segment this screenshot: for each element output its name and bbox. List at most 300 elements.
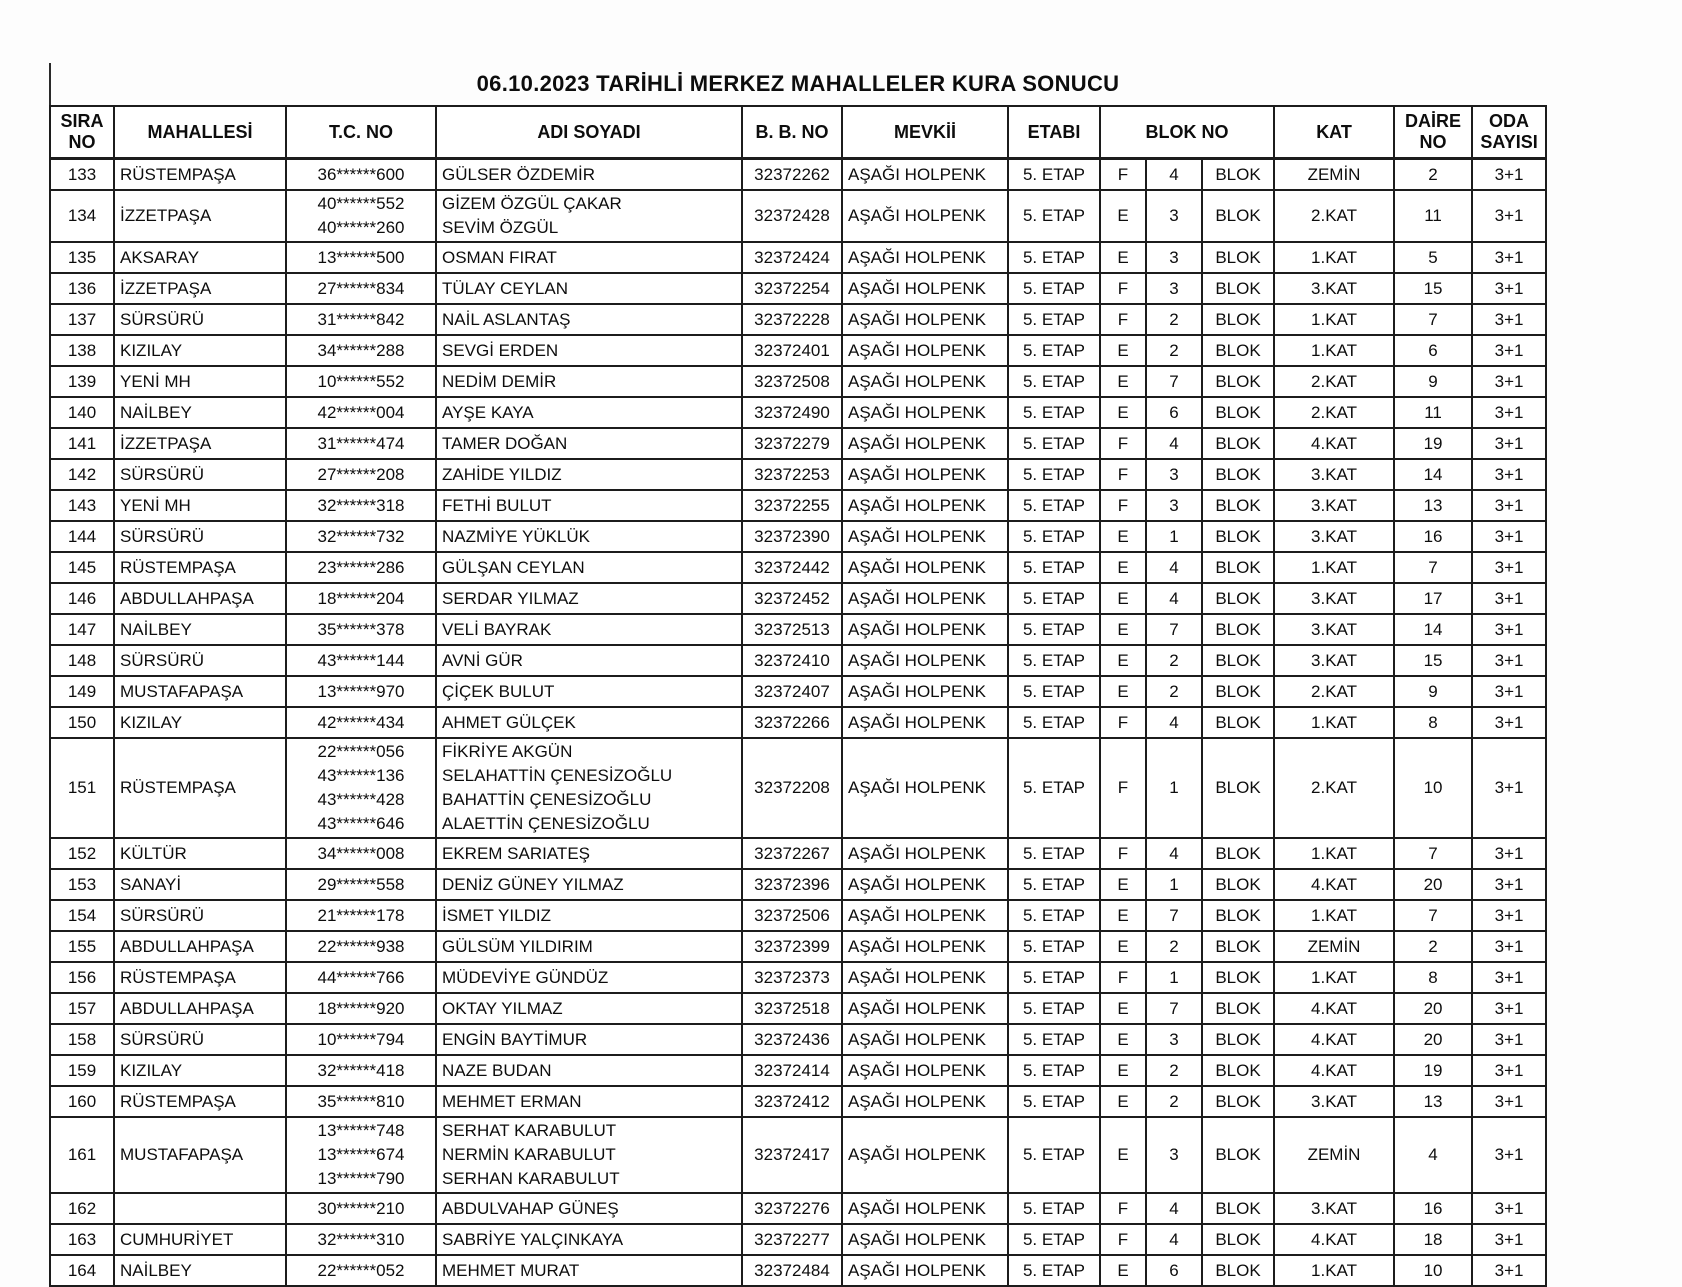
cell-blok-letter: E	[1100, 366, 1146, 397]
cell-kat: 1.KAT	[1274, 304, 1394, 335]
cell-daire-no: 18	[1394, 1224, 1472, 1255]
cell-mahallesi: RÜSTEMPAŞA	[114, 738, 286, 838]
cell-adi-soyadi: FETHİ BULUT	[436, 490, 742, 521]
cell-adi-soyadi: GİZEM ÖZGÜL ÇAKAR SEVİM ÖZGÜL	[436, 190, 742, 242]
header-tc-no: T.C. NO	[286, 106, 436, 159]
cell-daire-no: 13	[1394, 1086, 1472, 1117]
table-row	[50, 1224, 1546, 1255]
cell-mevkii: AŞAĞI HOLPENK	[842, 552, 1008, 583]
header-daire-no: DAİRE NO	[1394, 106, 1472, 159]
cell-etabi: 5. ETAP	[1008, 1024, 1100, 1055]
cell-oda-sayisi: 3+1	[1472, 190, 1546, 242]
cell-sira-no: 143	[50, 490, 114, 521]
cell-oda-sayisi: 3+1	[1472, 645, 1546, 676]
cell-etabi: 5. ETAP	[1008, 459, 1100, 490]
cell-etabi: 5. ETAP	[1008, 962, 1100, 993]
cell-blok-letter: F	[1100, 1193, 1146, 1224]
cell-etabi: 5. ETAP	[1008, 490, 1100, 521]
cell-tc-no: 23******286	[286, 552, 436, 583]
cell-blok-letter: F	[1100, 1224, 1146, 1255]
cell-blok-no: 4	[1146, 707, 1202, 738]
cell-bb-no: 32372428	[742, 190, 842, 242]
cell-tc-no: 21******178	[286, 900, 436, 931]
table-row	[50, 738, 1546, 838]
cell-mevkii: AŞAĞI HOLPENK	[842, 645, 1008, 676]
cell-oda-sayisi: 3+1	[1472, 1117, 1546, 1193]
cell-blok-letter: E	[1100, 1086, 1146, 1117]
cell-mahallesi: RÜSTEMPAŞA	[114, 552, 286, 583]
cell-etabi: 5. ETAP	[1008, 1055, 1100, 1086]
cell-bb-no: 32372513	[742, 614, 842, 645]
cell-daire-no: 13	[1394, 490, 1472, 521]
cell-blok-word: BLOK	[1202, 397, 1274, 428]
kura-result-table	[49, 105, 1547, 1287]
title-band	[49, 63, 1545, 105]
cell-bb-no: 32372262	[742, 159, 842, 191]
cell-bb-no: 32372208	[742, 738, 842, 838]
cell-mahallesi: KIZILAY	[114, 1055, 286, 1086]
header-row	[50, 106, 1546, 159]
cell-tc-no: 35******810	[286, 1086, 436, 1117]
cell-sira-no: 134	[50, 190, 114, 242]
cell-oda-sayisi: 3+1	[1472, 1193, 1546, 1224]
cell-oda-sayisi: 3+1	[1472, 931, 1546, 962]
cell-blok-letter: E	[1100, 521, 1146, 552]
cell-blok-letter: E	[1100, 676, 1146, 707]
cell-blok-letter: E	[1100, 1055, 1146, 1086]
cell-mevkii: AŞAĞI HOLPENK	[842, 583, 1008, 614]
cell-sira-no: 163	[50, 1224, 114, 1255]
table-row	[50, 366, 1546, 397]
cell-blok-no: 7	[1146, 366, 1202, 397]
cell-tc-no: 31******842	[286, 304, 436, 335]
cell-bb-no: 32372414	[742, 1055, 842, 1086]
cell-kat: 3.KAT	[1274, 1086, 1394, 1117]
cell-sira-no: 146	[50, 583, 114, 614]
cell-kat: 3.KAT	[1274, 1193, 1394, 1224]
table-row	[50, 993, 1546, 1024]
cell-tc-no: 27******834	[286, 273, 436, 304]
cell-blok-word: BLOK	[1202, 490, 1274, 521]
cell-mahallesi: ABDULLAHPAŞA	[114, 993, 286, 1024]
cell-mahallesi: İZZETPAŞA	[114, 428, 286, 459]
cell-blok-no: 1	[1146, 521, 1202, 552]
cell-mahallesi: CUMHURİYET	[114, 1224, 286, 1255]
cell-mevkii: AŞAĞI HOLPENK	[842, 676, 1008, 707]
cell-tc-no: 40******552 40******260	[286, 190, 436, 242]
cell-blok-letter: F	[1100, 459, 1146, 490]
cell-adi-soyadi: AHMET GÜLÇEK	[436, 707, 742, 738]
table-row	[50, 1117, 1546, 1193]
cell-tc-no: 18******920	[286, 993, 436, 1024]
cell-blok-letter: F	[1100, 838, 1146, 869]
cell-oda-sayisi: 3+1	[1472, 490, 1546, 521]
cell-daire-no: 15	[1394, 273, 1472, 304]
cell-blok-no: 4	[1146, 1193, 1202, 1224]
table-row	[50, 1255, 1546, 1286]
header-bb-no: B. B. NO	[742, 106, 842, 159]
cell-blok-letter: E	[1100, 869, 1146, 900]
cell-mevkii: AŞAĞI HOLPENK	[842, 304, 1008, 335]
cell-blok-no: 2	[1146, 931, 1202, 962]
cell-etabi: 5. ETAP	[1008, 190, 1100, 242]
cell-daire-no: 7	[1394, 838, 1472, 869]
table-row	[50, 190, 1546, 242]
cell-kat: 4.KAT	[1274, 869, 1394, 900]
table-row	[50, 900, 1546, 931]
header-oda-sayisi: ODA SAYISI	[1472, 106, 1546, 159]
cell-oda-sayisi: 3+1	[1472, 397, 1546, 428]
cell-daire-no: 7	[1394, 900, 1472, 931]
cell-oda-sayisi: 3+1	[1472, 1255, 1546, 1286]
cell-sira-no: 137	[50, 304, 114, 335]
cell-adi-soyadi: OKTAY YILMAZ	[436, 993, 742, 1024]
cell-adi-soyadi: NAİL ASLANTAŞ	[436, 304, 742, 335]
cell-blok-word: BLOK	[1202, 1224, 1274, 1255]
cell-blok-letter: E	[1100, 645, 1146, 676]
cell-daire-no: 10	[1394, 738, 1472, 838]
cell-blok-letter: F	[1100, 273, 1146, 304]
cell-bb-no: 32372401	[742, 335, 842, 366]
cell-etabi: 5. ETAP	[1008, 521, 1100, 552]
cell-mevkii: AŞAĞI HOLPENK	[842, 273, 1008, 304]
cell-bb-no: 32372396	[742, 869, 842, 900]
table-row	[50, 676, 1546, 707]
cell-adi-soyadi: OSMAN FIRAT	[436, 242, 742, 273]
cell-blok-no: 3	[1146, 273, 1202, 304]
cell-etabi: 5. ETAP	[1008, 304, 1100, 335]
cell-blok-no: 3	[1146, 242, 1202, 273]
table-row	[50, 459, 1546, 490]
cell-etabi: 5. ETAP	[1008, 1255, 1100, 1286]
cell-mahallesi: NAİLBEY	[114, 397, 286, 428]
cell-blok-letter: E	[1100, 1117, 1146, 1193]
cell-mevkii: AŞAĞI HOLPENK	[842, 428, 1008, 459]
table-row	[50, 931, 1546, 962]
cell-oda-sayisi: 3+1	[1472, 707, 1546, 738]
cell-oda-sayisi: 3+1	[1472, 676, 1546, 707]
cell-blok-word: BLOK	[1202, 676, 1274, 707]
cell-blok-word: BLOK	[1202, 838, 1274, 869]
cell-tc-no: 36******600	[286, 159, 436, 191]
table-row	[50, 159, 1546, 191]
cell-sira-no: 133	[50, 159, 114, 191]
cell-blok-word: BLOK	[1202, 962, 1274, 993]
cell-oda-sayisi: 3+1	[1472, 583, 1546, 614]
table-row	[50, 304, 1546, 335]
cell-adi-soyadi: SERDAR YILMAZ	[436, 583, 742, 614]
cell-sira-no: 157	[50, 993, 114, 1024]
cell-tc-no: 22******056 43******136 43******428 43******646	[286, 738, 436, 838]
cell-mahallesi: RÜSTEMPAŞA	[114, 1086, 286, 1117]
cell-bb-no: 32372436	[742, 1024, 842, 1055]
cell-blok-no: 4	[1146, 159, 1202, 191]
cell-mahallesi: SÜRSÜRÜ	[114, 304, 286, 335]
cell-bb-no: 32372255	[742, 490, 842, 521]
cell-blok-word: BLOK	[1202, 242, 1274, 273]
cell-tc-no: 42******434	[286, 707, 436, 738]
cell-tc-no: 35******378	[286, 614, 436, 645]
cell-bb-no: 32372407	[742, 676, 842, 707]
cell-daire-no: 14	[1394, 459, 1472, 490]
cell-mahallesi: MUSTAFAPAŞA	[114, 676, 286, 707]
cell-tc-no: 34******008	[286, 838, 436, 869]
cell-blok-letter: F	[1100, 159, 1146, 191]
cell-adi-soyadi: ÇİÇEK BULUT	[436, 676, 742, 707]
cell-tc-no: 13******970	[286, 676, 436, 707]
cell-bb-no: 32372390	[742, 521, 842, 552]
cell-tc-no: 10******794	[286, 1024, 436, 1055]
cell-mahallesi: SÜRSÜRÜ	[114, 1024, 286, 1055]
cell-daire-no: 9	[1394, 676, 1472, 707]
cell-kat: 4.KAT	[1274, 993, 1394, 1024]
cell-mevkii: AŞAĞI HOLPENK	[842, 1224, 1008, 1255]
cell-bb-no: 32372266	[742, 707, 842, 738]
cell-blok-letter: E	[1100, 993, 1146, 1024]
cell-sira-no: 135	[50, 242, 114, 273]
cell-blok-word: BLOK	[1202, 931, 1274, 962]
cell-adi-soyadi: SERHAT KARABULUT NERMİN KARABULUT SERHAN KARABULUT	[436, 1117, 742, 1193]
cell-etabi: 5. ETAP	[1008, 335, 1100, 366]
cell-tc-no: 22******938	[286, 931, 436, 962]
table-row	[50, 869, 1546, 900]
cell-daire-no: 19	[1394, 428, 1472, 459]
cell-oda-sayisi: 3+1	[1472, 962, 1546, 993]
cell-etabi: 5. ETAP	[1008, 1193, 1100, 1224]
cell-tc-no: 18******204	[286, 583, 436, 614]
cell-blok-word: BLOK	[1202, 190, 1274, 242]
cell-tc-no: 31******474	[286, 428, 436, 459]
cell-sira-no: 155	[50, 931, 114, 962]
cell-blok-letter: E	[1100, 552, 1146, 583]
cell-sira-no: 138	[50, 335, 114, 366]
cell-daire-no: 5	[1394, 242, 1472, 273]
cell-mevkii: AŞAĞI HOLPENK	[842, 962, 1008, 993]
cell-blok-letter: F	[1100, 962, 1146, 993]
cell-oda-sayisi: 3+1	[1472, 273, 1546, 304]
cell-bb-no: 32372518	[742, 993, 842, 1024]
cell-oda-sayisi: 3+1	[1472, 1055, 1546, 1086]
cell-adi-soyadi: ENGİN BAYTİMUR	[436, 1024, 742, 1055]
cell-blok-no: 7	[1146, 614, 1202, 645]
page-title: 06.10.2023 TARİHLİ MERKEZ MAHALLELER KURA SONUCU	[476, 71, 1120, 96]
cell-oda-sayisi: 3+1	[1472, 993, 1546, 1024]
cell-blok-letter: E	[1100, 1255, 1146, 1286]
cell-etabi: 5. ETAP	[1008, 242, 1100, 273]
cell-blok-word: BLOK	[1202, 273, 1274, 304]
cell-adi-soyadi: VELİ BAYRAK	[436, 614, 742, 645]
cell-tc-no: 42******004	[286, 397, 436, 428]
cell-bb-no: 32372506	[742, 900, 842, 931]
cell-blok-no: 1	[1146, 738, 1202, 838]
cell-blok-word: BLOK	[1202, 159, 1274, 191]
cell-blok-no: 3	[1146, 459, 1202, 490]
cell-mevkii: AŞAĞI HOLPENK	[842, 242, 1008, 273]
cell-kat: 4.KAT	[1274, 1055, 1394, 1086]
cell-kat: 2.KAT	[1274, 738, 1394, 838]
cell-daire-no: 19	[1394, 1055, 1472, 1086]
cell-sira-no: 151	[50, 738, 114, 838]
cell-blok-no: 6	[1146, 1255, 1202, 1286]
cell-blok-word: BLOK	[1202, 366, 1274, 397]
cell-blok-word: BLOK	[1202, 428, 1274, 459]
cell-daire-no: 11	[1394, 397, 1472, 428]
cell-oda-sayisi: 3+1	[1472, 738, 1546, 838]
cell-tc-no: 30******210	[286, 1193, 436, 1224]
cell-adi-soyadi: TÜLAY CEYLAN	[436, 273, 742, 304]
cell-blok-no: 1	[1146, 962, 1202, 993]
header-mevkii: MEVKİİ	[842, 106, 1008, 159]
cell-blok-letter: E	[1100, 931, 1146, 962]
cell-blok-no: 4	[1146, 838, 1202, 869]
cell-blok-word: BLOK	[1202, 335, 1274, 366]
cell-oda-sayisi: 3+1	[1472, 366, 1546, 397]
cell-sira-no: 136	[50, 273, 114, 304]
cell-blok-letter: E	[1100, 242, 1146, 273]
table-row	[50, 962, 1546, 993]
header-adi-soyadi: ADI SOYADI	[436, 106, 742, 159]
cell-adi-soyadi: GÜLSÜM YILDIRIM	[436, 931, 742, 962]
table-body	[50, 159, 1546, 1287]
cell-kat: 1.KAT	[1274, 900, 1394, 931]
cell-kat: 4.KAT	[1274, 1224, 1394, 1255]
cell-sira-no: 144	[50, 521, 114, 552]
cell-blok-letter: E	[1100, 583, 1146, 614]
table-header	[50, 106, 1546, 159]
cell-mevkii: AŞAĞI HOLPENK	[842, 1055, 1008, 1086]
cell-adi-soyadi: MEHMET ERMAN	[436, 1086, 742, 1117]
header-kat: KAT	[1274, 106, 1394, 159]
cell-blok-no: 2	[1146, 335, 1202, 366]
cell-sira-no: 153	[50, 869, 114, 900]
cell-blok-letter: F	[1100, 304, 1146, 335]
table-row	[50, 397, 1546, 428]
cell-etabi: 5. ETAP	[1008, 273, 1100, 304]
cell-blok-word: BLOK	[1202, 614, 1274, 645]
cell-bb-no: 32372253	[742, 459, 842, 490]
cell-kat: ZEMİN	[1274, 931, 1394, 962]
cell-tc-no: 34******288	[286, 335, 436, 366]
cell-adi-soyadi: DENİZ GÜNEY YILMAZ	[436, 869, 742, 900]
cell-kat: 4.KAT	[1274, 1024, 1394, 1055]
cell-etabi: 5. ETAP	[1008, 838, 1100, 869]
cell-blok-no: 3	[1146, 490, 1202, 521]
cell-mahallesi: KIZILAY	[114, 707, 286, 738]
cell-mevkii: AŞAĞI HOLPENK	[842, 1255, 1008, 1286]
cell-oda-sayisi: 3+1	[1472, 869, 1546, 900]
cell-etabi: 5. ETAP	[1008, 900, 1100, 931]
cell-sira-no: 161	[50, 1117, 114, 1193]
cell-bb-no: 32372452	[742, 583, 842, 614]
cell-bb-no: 32372254	[742, 273, 842, 304]
cell-blok-no: 2	[1146, 1086, 1202, 1117]
table-row	[50, 707, 1546, 738]
cell-adi-soyadi: İSMET YILDIZ	[436, 900, 742, 931]
cell-tc-no: 32******318	[286, 490, 436, 521]
cell-sira-no: 162	[50, 1193, 114, 1224]
cell-daire-no: 15	[1394, 645, 1472, 676]
cell-bb-no: 32372484	[742, 1255, 842, 1286]
cell-sira-no: 149	[50, 676, 114, 707]
cell-kat: 3.KAT	[1274, 490, 1394, 521]
cell-tc-no: 29******558	[286, 869, 436, 900]
cell-mevkii: AŞAĞI HOLPENK	[842, 1193, 1008, 1224]
cell-tc-no: 44******766	[286, 962, 436, 993]
cell-adi-soyadi: ABDULVAHAP GÜNEŞ	[436, 1193, 742, 1224]
cell-kat: 2.KAT	[1274, 676, 1394, 707]
table-row	[50, 335, 1546, 366]
cell-daire-no: 7	[1394, 552, 1472, 583]
cell-etabi: 5. ETAP	[1008, 1086, 1100, 1117]
cell-tc-no: 32******418	[286, 1055, 436, 1086]
cell-oda-sayisi: 3+1	[1472, 900, 1546, 931]
cell-etabi: 5. ETAP	[1008, 738, 1100, 838]
cell-blok-word: BLOK	[1202, 1117, 1274, 1193]
cell-mevkii: AŞAĞI HOLPENK	[842, 993, 1008, 1024]
table-row	[50, 521, 1546, 552]
cell-bb-no: 32372508	[742, 366, 842, 397]
cell-sira-no: 156	[50, 962, 114, 993]
cell-blok-no: 7	[1146, 900, 1202, 931]
cell-sira-no: 152	[50, 838, 114, 869]
cell-bb-no: 32372410	[742, 645, 842, 676]
cell-oda-sayisi: 3+1	[1472, 1024, 1546, 1055]
header-mahallesi: MAHALLESİ	[114, 106, 286, 159]
cell-blok-word: BLOK	[1202, 304, 1274, 335]
cell-adi-soyadi: NEDİM DEMİR	[436, 366, 742, 397]
cell-sira-no: 139	[50, 366, 114, 397]
cell-bb-no: 32372277	[742, 1224, 842, 1255]
cell-kat: ZEMİN	[1274, 159, 1394, 191]
cell-mevkii: AŞAĞI HOLPENK	[842, 614, 1008, 645]
cell-etabi: 5. ETAP	[1008, 1117, 1100, 1193]
cell-daire-no: 2	[1394, 159, 1472, 191]
cell-etabi: 5. ETAP	[1008, 869, 1100, 900]
cell-sira-no: 145	[50, 552, 114, 583]
table-row	[50, 552, 1546, 583]
cell-mahallesi: AKSARAY	[114, 242, 286, 273]
cell-blok-word: BLOK	[1202, 583, 1274, 614]
cell-adi-soyadi: SABRİYE YALÇINKAYA	[436, 1224, 742, 1255]
cell-etabi: 5. ETAP	[1008, 1224, 1100, 1255]
cell-etabi: 5. ETAP	[1008, 397, 1100, 428]
cell-oda-sayisi: 3+1	[1472, 1224, 1546, 1255]
cell-oda-sayisi: 3+1	[1472, 159, 1546, 191]
cell-sira-no: 148	[50, 645, 114, 676]
cell-blok-letter: E	[1100, 1024, 1146, 1055]
cell-daire-no: 17	[1394, 583, 1472, 614]
cell-blok-word: BLOK	[1202, 707, 1274, 738]
table-row	[50, 428, 1546, 459]
cell-adi-soyadi: FİKRİYE AKGÜN SELAHATTİN ÇENESİZOĞLU BAHATTİN ÇENESİZOĞLU ALAETTİN ÇENESİZOĞLU	[436, 738, 742, 838]
cell-blok-letter: F	[1100, 490, 1146, 521]
cell-blok-no: 2	[1146, 304, 1202, 335]
cell-kat: ZEMİN	[1274, 1117, 1394, 1193]
cell-daire-no: 4	[1394, 1117, 1472, 1193]
cell-kat: 1.KAT	[1274, 335, 1394, 366]
cell-adi-soyadi: MEHMET MURAT	[436, 1255, 742, 1286]
cell-mahallesi: YENİ MH	[114, 366, 286, 397]
cell-blok-word: BLOK	[1202, 1086, 1274, 1117]
cell-mahallesi: RÜSTEMPAŞA	[114, 962, 286, 993]
cell-tc-no: 27******208	[286, 459, 436, 490]
cell-etabi: 5. ETAP	[1008, 614, 1100, 645]
cell-tc-no: 10******552	[286, 366, 436, 397]
cell-mahallesi: NAİLBEY	[114, 614, 286, 645]
cell-sira-no: 159	[50, 1055, 114, 1086]
cell-kat: 1.KAT	[1274, 962, 1394, 993]
cell-blok-no: 3	[1146, 1117, 1202, 1193]
